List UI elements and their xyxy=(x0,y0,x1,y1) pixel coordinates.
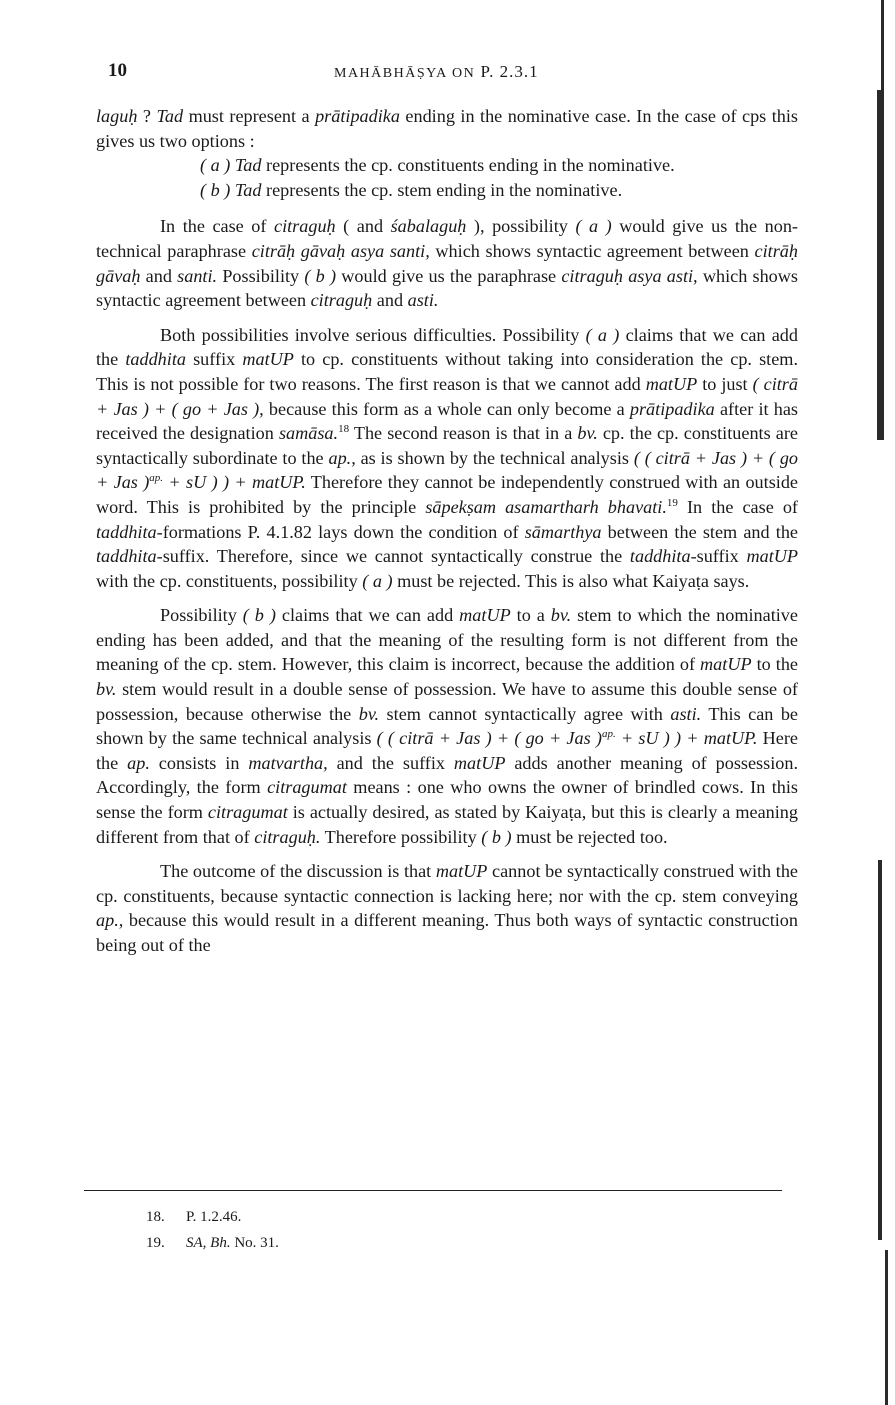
footnote-19: 19. SA, Bh. No. 31. xyxy=(146,1235,279,1251)
paragraph-3: Both possibilities involve serious difficulties. Possibility ( a ) claims that we can add the taddhita suffix matUP to cp. constituents without taking into consideration the cp. stem. This is not possible for two reasons. The first reason is that we cannot add matUP to just ( citrā + Jas ) + ( go + Jas ), because this form as a whole can only become a prātipadika after it has received the designation samāsa.$^{18}$ The second reason is that in a bv. cp. the cp. constituents are syntactically subordinate to the ap., as is shown by the technical analysis ( ( citrā + Jas ) + ( go + Jas )$^{ap.}$ + sU ) ) + matUP. Therefore they cannot be independently construed with an outside word. This is prohibited by the principle sāpekṣam asamartharh bhavati.$^{19}$ In the case of taddhita-formations P. 4.1.82 lays down the condition of sāmarthya between the stem and the taddhita-suffix. Therefore, since we cannot syntactically construe the taddhita-suffix matUP with the cp. constituents, possibility ( a ) must be rejected. This is also what Kaiyaṭa says. xyxy=(96,324,799,591)
body-text xyxy=(96,104,798,958)
running-head xyxy=(334,62,539,82)
option-b: ( b ) Tad represents the cp. stem ending in the nominative. xyxy=(200,179,623,200)
footnote-18: 18. P. 1.2.46. xyxy=(146,1209,242,1225)
paragraph-1: laguḥ ? Tad must represent a prātipadika ending in the nominative case. In the case of cps this gives us two options : xyxy=(96,106,799,151)
paragraph-2: In the case of citraguḥ ( and śabalaguḥ ), possibility ( a ) would give us the non-technical paraphrase citrāḥ gāvaḥ asya santi, which shows syntactic agreement between citrāḥ gāvaḥ and santi. Possibility ( b ) would give us the paraphrase citraguḥ asya asti, which shows syntactic agreement between citraguḥ and asti. xyxy=(96,216,798,311)
running-head-reference: P. 2.3.1 xyxy=(480,62,539,81)
page-header xyxy=(108,60,798,84)
scan-edge-shadow xyxy=(875,0,895,1405)
paragraph-4: Possibility ( b ) claims that we can add matUP to a bv. stem to which the nominative ending has been added, and that the meaning of the resulting form is not different from the meaning of the cp. stem. However, this claim is incorrect, because the addition of matUP to the bv. stem would result in a double sense of possession. We have to assume this double sense of possession, because otherwise the bv. stem cannot syntactically agree with asti. This can be shown by the same technical analysis ( ( citrā + Jas ) + ( go + Jas )$^{ap.}$ + sU ) ) + matUP. Here the ap. consists in matvartha, and the suffix matUP adds another meaning of possession. Accordingly, the form citragumat means : one who owns the owner of brindled cows. In this sense the form citragumat is actually desired, as stated by Kaiyaṭa, but this is clearly a meaning different from that of citraguḥ. Therefore possibility ( b ) must be rejected too. xyxy=(96,605,799,847)
footnote-divider xyxy=(84,1190,782,1191)
running-head-title: MAHĀBHĀṢYA ON xyxy=(334,66,476,81)
footnote-ref-18: 18 xyxy=(338,423,350,436)
footnote-ref-19: 19 xyxy=(666,496,678,509)
paragraph-5: The outcome of the discussion is that matUP cannot be syntactically construed with the cp. constituents, because syntactic connection is lacking here; nor with the cp. stem conveying ap., because this would result in a different meaning. Thus both ways of syntactic construction being out of the xyxy=(96,861,798,955)
option-a: ( a ) Tad represents the cp. constituents ending in the nominative. xyxy=(200,155,675,176)
options-list xyxy=(200,153,798,202)
footnotes xyxy=(146,1204,279,1256)
page-number: 10 xyxy=(108,60,127,81)
